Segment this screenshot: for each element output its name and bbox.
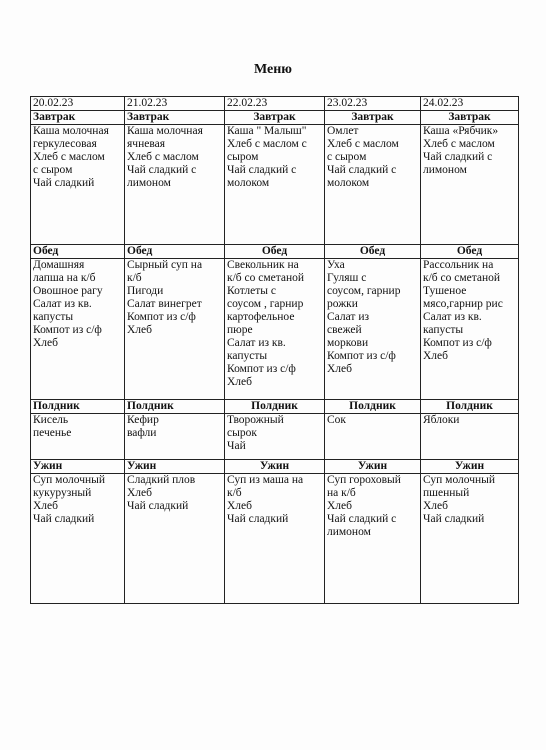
- lunch-items-row: [31, 259, 519, 400]
- meal-label: Обед: [31, 245, 125, 259]
- menu-cell: Сырный суп на к/б Пигоди Салат винегрет Компот из с/ф Хлеб: [125, 259, 225, 400]
- menu-cell: Омлет Хлеб с маслом с сыром Чай сладкий с молоком: [325, 125, 421, 245]
- menu-cell: Каша молочная геркулесовая Хлеб с маслом с сыром Чай сладкий: [31, 125, 125, 245]
- snack-header-row: [31, 400, 519, 414]
- menu-cell: Домашняя лапша на к/б Овошное рагу Салат из кв. капусты Компот из с/ф Хлеб: [31, 259, 125, 400]
- meal-label: Ужин: [421, 460, 519, 474]
- menu-cell: Творожный сырок Чай: [225, 414, 325, 460]
- breakfast-items-row: [31, 125, 519, 245]
- breakfast-header-row: [31, 111, 519, 125]
- menu-cell: Суп молочный пшенный Хлеб Чай сладкий: [421, 474, 519, 604]
- meal-label: Завтрак: [421, 111, 519, 125]
- lunch-header-row: [31, 245, 519, 259]
- menu-cell: Уха Гуляш с соусом, гарнир рожки Салат из свежей моркови Компот из с/ф Хлеб: [325, 259, 421, 400]
- date-cell: 21.02.23: [125, 97, 225, 111]
- menu-cell: Кисель печенье: [31, 414, 125, 460]
- meal-label: Ужин: [31, 460, 125, 474]
- menu-cell: Каша молочная ячневая Хлеб с маслом Чай сладкий с лимоном: [125, 125, 225, 245]
- menu-cell: Суп гороховый на к/б Хлеб Чай сладкий с лимоном: [325, 474, 421, 604]
- page-title: Меню: [253, 62, 292, 77]
- meal-label: Полдник: [421, 400, 519, 414]
- snack-items-row: [31, 414, 519, 460]
- meal-label: Ужин: [325, 460, 421, 474]
- menu-cell: Рассольник на к/б со сметаной Тушеное мясо,гарнир рис Салат из кв. капусты Компот из с/ф Хлеб: [421, 259, 519, 400]
- date-cell: 23.02.23: [325, 97, 421, 111]
- date-cell: 20.02.23: [31, 97, 125, 111]
- meal-label: Ужин: [225, 460, 325, 474]
- meal-label: Завтрак: [125, 111, 225, 125]
- menu-cell: Каша «Рябчик» Хлеб с маслом Чай сладкий с лимоном: [421, 125, 519, 245]
- meal-label: Обед: [325, 245, 421, 259]
- meal-label: Обед: [421, 245, 519, 259]
- menu-cell: Каша " Малыш" Хлеб с маслом с сыром Чай сладкий с молоком: [225, 125, 325, 245]
- meal-label: Завтрак: [31, 111, 125, 125]
- meal-label: Полдник: [125, 400, 225, 414]
- meal-label: Полдник: [225, 400, 325, 414]
- dinner-items-row: [31, 474, 519, 604]
- meal-label: Полдник: [325, 400, 421, 414]
- date-cell: 24.02.23: [421, 97, 519, 111]
- menu-cell: Яблоки: [421, 414, 519, 460]
- menu-cell: Суп из маша на к/б Хлеб Чай сладкий: [225, 474, 325, 604]
- menu-cell: Сладкий плов Хлеб Чай сладкий: [125, 474, 225, 604]
- date-row: [31, 97, 519, 111]
- menu-table: [30, 96, 519, 604]
- dinner-header-row: [31, 460, 519, 474]
- meal-label: Завтрак: [225, 111, 325, 125]
- date-cell: 22.02.23: [225, 97, 325, 111]
- meal-label: Обед: [225, 245, 325, 259]
- menu-cell: Кефир вафли: [125, 414, 225, 460]
- menu-cell: Суп молочный кукурузный Хлеб Чай сладкий: [31, 474, 125, 604]
- meal-label: Завтрак: [325, 111, 421, 125]
- menu-cell: Свекольник на к/б со сметаной Котлеты с соусом , гарнир картофельное пюре Салат из кв. капусты Компот из с/ф Хлеб: [225, 259, 325, 400]
- meal-label: Ужин: [125, 460, 225, 474]
- menu-cell: Сок: [325, 414, 421, 460]
- meal-label: Обед: [125, 245, 225, 259]
- meal-label: Полдник: [31, 400, 125, 414]
